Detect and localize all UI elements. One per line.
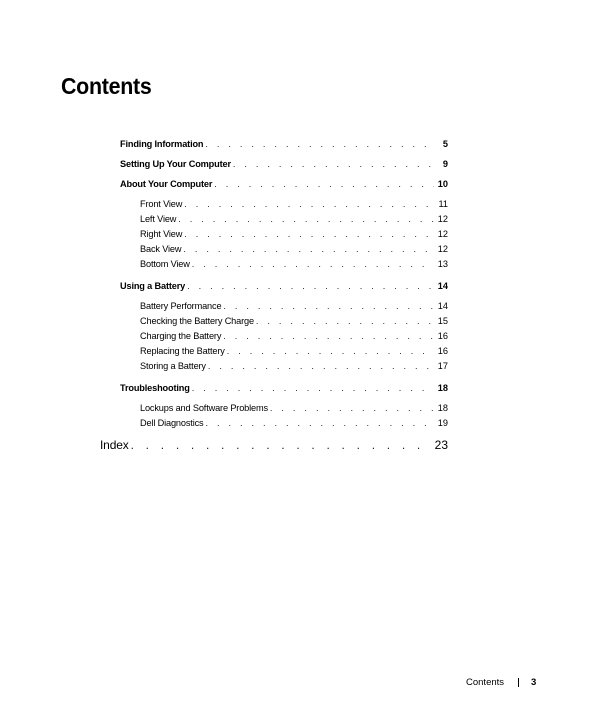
toc-section-title: Back View bbox=[140, 244, 182, 254]
index-page-number: 23 bbox=[434, 438, 448, 452]
toc-page-number: 17 bbox=[437, 361, 448, 371]
toc-chapter-title: Using a Battery bbox=[120, 281, 186, 291]
dot-leader bbox=[256, 314, 434, 329]
toc-chapter[interactable] bbox=[120, 177, 448, 197]
toc-section[interactable] bbox=[120, 242, 448, 257]
toc-section[interactable] bbox=[120, 212, 448, 227]
toc-page-number: 14 bbox=[437, 301, 448, 311]
toc-chapter-title: Finding Information bbox=[120, 139, 204, 149]
toc-page-number: 10 bbox=[437, 179, 448, 189]
footer-divider bbox=[518, 678, 519, 687]
page-footer bbox=[466, 677, 536, 688]
toc-page-number: 15 bbox=[437, 316, 448, 326]
dot-leader bbox=[184, 197, 434, 212]
dot-leader bbox=[178, 212, 433, 227]
dot-leader bbox=[223, 299, 433, 314]
toc-section-title: Left View bbox=[140, 214, 177, 224]
toc-page-number: 9 bbox=[442, 159, 448, 169]
footer-page-number: 3 bbox=[531, 677, 537, 688]
toc-page-number: 12 bbox=[437, 244, 448, 254]
toc-section[interactable] bbox=[120, 401, 448, 416]
dot-leader bbox=[192, 257, 434, 272]
dot-leader bbox=[187, 279, 434, 294]
toc-chapter[interactable] bbox=[120, 279, 448, 299]
toc-section-title: Dell Diagnostics bbox=[140, 418, 204, 428]
toc-chapter[interactable] bbox=[120, 381, 448, 401]
toc-section[interactable] bbox=[120, 227, 448, 242]
toc-chapter-title: Troubleshooting bbox=[120, 383, 190, 393]
toc-page-number: 11 bbox=[438, 199, 448, 209]
table-of-contents bbox=[120, 137, 448, 431]
toc-section[interactable] bbox=[120, 197, 448, 212]
toc-page-number: 5 bbox=[442, 139, 448, 149]
toc-section-title: Lockups and Software Problems bbox=[140, 403, 268, 413]
spacer bbox=[120, 272, 448, 279]
dot-leader bbox=[205, 416, 433, 431]
toc-page-number: 16 bbox=[437, 346, 448, 356]
toc-section[interactable] bbox=[120, 359, 448, 374]
dot-leader bbox=[205, 137, 434, 152]
toc-section-title: Right View bbox=[140, 229, 183, 239]
toc-section[interactable] bbox=[120, 344, 448, 359]
toc-section-title: Checking the Battery Charge bbox=[140, 316, 254, 326]
toc-page-number: 19 bbox=[437, 418, 448, 428]
toc-section-title: Bottom View bbox=[140, 259, 190, 269]
toc-page-number: 14 bbox=[437, 281, 448, 291]
dot-leader bbox=[131, 437, 429, 453]
dot-leader bbox=[227, 344, 434, 359]
toc-page-number: 12 bbox=[437, 214, 448, 224]
page-title: Contents bbox=[61, 73, 152, 99]
footer-section-name: Contents bbox=[466, 677, 505, 688]
dot-leader bbox=[214, 177, 434, 192]
dot-leader bbox=[208, 359, 434, 374]
toc-page-number: 13 bbox=[437, 259, 448, 269]
toc-section-title: Front View bbox=[140, 199, 183, 209]
toc-section[interactable] bbox=[120, 314, 448, 329]
toc-page-number: 12 bbox=[437, 229, 448, 239]
spacer bbox=[120, 374, 448, 381]
toc-section[interactable] bbox=[120, 416, 448, 431]
dot-leader bbox=[223, 329, 433, 344]
toc-section-title: Battery Performance bbox=[140, 301, 222, 311]
toc-chapter-title: About Your Computer bbox=[120, 179, 213, 189]
toc-section[interactable] bbox=[120, 299, 448, 314]
dot-leader bbox=[233, 157, 434, 172]
toc-page-number: 16 bbox=[437, 331, 448, 341]
toc-section-title: Replacing the Battery bbox=[140, 346, 225, 356]
toc-page-number: 18 bbox=[437, 383, 448, 393]
dot-leader bbox=[192, 381, 434, 396]
toc-section-title: Storing a Battery bbox=[140, 361, 206, 371]
dot-leader bbox=[184, 227, 434, 242]
dot-leader bbox=[270, 401, 434, 416]
toc-section-title: Charging the Battery bbox=[140, 331, 222, 341]
toc-chapter[interactable] bbox=[120, 137, 448, 157]
index-label: Index bbox=[100, 438, 129, 452]
toc-section[interactable] bbox=[120, 329, 448, 344]
toc-section[interactable] bbox=[120, 257, 448, 272]
toc-chapter[interactable] bbox=[120, 157, 448, 177]
toc-page-number: 18 bbox=[437, 403, 448, 413]
toc-index-entry[interactable] bbox=[100, 437, 448, 453]
toc-chapter-title: Setting Up Your Computer bbox=[120, 159, 231, 169]
dot-leader bbox=[183, 242, 433, 257]
